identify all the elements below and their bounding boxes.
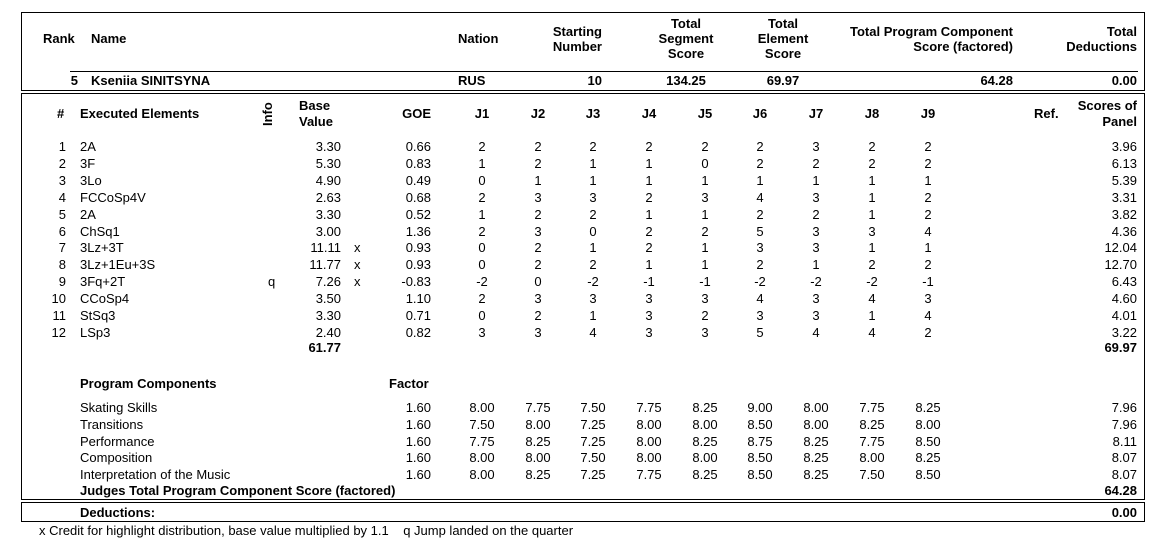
component-judge-score: 8.75 — [747, 433, 773, 449]
element-name: 2A — [80, 139, 96, 154]
element-judge-score: 0 — [478, 172, 486, 188]
component-factor: 1.60 — [405, 450, 431, 466]
element-score-label-1: Total — [767, 16, 799, 31]
component-judge-score: 8.25 — [915, 400, 941, 415]
element-judge-score: 3 — [812, 291, 820, 307]
element-judge-score: 2 — [478, 189, 486, 205]
component-name: Composition — [80, 450, 153, 466]
element-judge-score: 3 — [812, 223, 820, 239]
element-score-label-3: Score — [764, 46, 802, 61]
element-goe: 0.93 — [405, 257, 431, 273]
element-judge-score: 2 — [645, 139, 653, 154]
element-number: 9 — [58, 274, 66, 290]
element-base-value: 3.00 — [315, 223, 341, 239]
component-name: Interpretation of the Music — [80, 467, 231, 483]
element-judge-score: 1 — [701, 257, 709, 273]
element-judge-score: 3 — [868, 223, 876, 239]
element-panel-score: 3.96 — [1111, 139, 1137, 154]
element-base-value: 2.63 — [315, 189, 341, 205]
element-judge-score: 0 — [478, 308, 486, 323]
component-judge-score: 8.00 — [469, 400, 495, 415]
component-judge-score: 8.00 — [692, 416, 718, 432]
component-judge-score: 8.00 — [469, 450, 495, 466]
element-judge-score: 4 — [812, 324, 820, 340]
component-panel-score: 7.96 — [1111, 400, 1137, 415]
element-judge-score: 2 — [924, 324, 932, 340]
element-number: 3 — [58, 172, 66, 188]
element-judge-score: -2 — [810, 274, 822, 290]
element-judge-score: 3 — [924, 291, 932, 307]
element-judge-score: 4 — [924, 308, 932, 323]
element-goe: 0.71 — [405, 308, 431, 323]
element-goe: 0.66 — [405, 139, 431, 154]
base-value-header-2: Value — [299, 114, 333, 129]
element-judge-score: 4 — [868, 291, 876, 307]
component-judge-score: 7.25 — [580, 416, 606, 432]
component-judge-score: 8.00 — [803, 416, 829, 432]
element-judge-score: -1 — [699, 274, 711, 290]
element-judge-score: 2 — [756, 257, 764, 273]
element-judge-score: 2 — [701, 308, 709, 323]
component-name: Skating Skills — [80, 400, 158, 415]
element-judge-score: 3 — [645, 291, 653, 307]
skater-name: Kseniia SINITSYNA — [91, 73, 211, 88]
element-judge-score: 2 — [645, 223, 653, 239]
component-judge-score: 8.25 — [692, 400, 718, 415]
summary-underline — [70, 71, 1138, 72]
element-judge-score: 2 — [589, 206, 597, 222]
element-base-value: 2.40 — [315, 324, 341, 340]
element-judge-score: 1 — [868, 206, 876, 222]
component-judge-score: 8.25 — [525, 467, 551, 483]
component-judge-score: 7.50 — [580, 450, 606, 466]
component-factor: 1.60 — [405, 416, 431, 432]
starting-number-label-1: Starting — [552, 24, 602, 39]
element-credit-mark: x — [354, 240, 361, 256]
element-judge-score: 2 — [756, 155, 764, 171]
component-judge-score: 8.00 — [636, 433, 662, 449]
element-judge-score: 4 — [756, 189, 764, 205]
element-number: 4 — [58, 189, 66, 205]
element-judge-score: 5 — [756, 223, 764, 239]
component-judge-score: 7.25 — [580, 467, 606, 483]
element-judge-score: 2 — [534, 240, 542, 256]
element-judge-score: 3 — [812, 240, 820, 256]
element-panel-score: 4.01 — [1111, 308, 1137, 323]
skater-starting-number: 10 — [587, 73, 602, 88]
judge-header-7: J7 — [808, 106, 824, 121]
element-goe: 0.83 — [405, 155, 431, 171]
element-judge-score: 2 — [534, 308, 542, 323]
component-judge-score: 8.00 — [692, 450, 718, 466]
element-name: 2A — [80, 206, 96, 222]
element-judge-score: 2 — [868, 139, 876, 154]
element-judge-score: 1 — [812, 257, 820, 273]
component-judge-score: 7.75 — [636, 400, 662, 415]
scores-header-2: Panel — [1102, 114, 1137, 129]
element-base-value: 11.11 — [310, 240, 341, 256]
element-judge-score: 3 — [701, 324, 709, 340]
element-judge-score: -2 — [754, 274, 766, 290]
component-judge-score: 8.00 — [525, 450, 551, 466]
element-panel-score: 6.43 — [1111, 274, 1137, 290]
footnote: x Credit for highlight distribution, base value multiplied by 1.1 q Jump landed on the quarter — [39, 523, 574, 538]
element-base-value: 7.26 — [315, 274, 341, 290]
component-judge-score: 8.50 — [915, 467, 941, 483]
component-judge-score: 8.00 — [803, 400, 829, 415]
element-judge-score: 0 — [478, 257, 486, 273]
element-judge-score: 2 — [756, 139, 764, 154]
component-panel-score: 8.07 — [1111, 450, 1137, 466]
element-goe: 0.49 — [405, 172, 431, 188]
element-judge-score: 1 — [924, 172, 932, 188]
element-judge-score: 2 — [534, 155, 542, 171]
element-panel-score: 6.13 — [1111, 155, 1137, 171]
element-name: CCoSp4 — [80, 291, 130, 307]
element-judge-score: 2 — [701, 223, 709, 239]
element-goe: 1.10 — [405, 291, 431, 307]
element-judge-score: 1 — [868, 308, 876, 323]
component-factor: 1.60 — [405, 400, 431, 415]
segment-score-label-1: Total — [670, 16, 702, 31]
element-number: 1 — [58, 139, 66, 154]
element-judge-score: 0 — [534, 274, 542, 290]
element-judge-score: 1 — [589, 172, 597, 188]
element-judge-score: 3 — [534, 223, 542, 239]
elements-base-total: 61.77 — [308, 340, 341, 355]
element-name: 3Lz+3T — [80, 240, 124, 256]
pcs-total-value: 64.28 — [1104, 483, 1137, 498]
element-judge-score: 2 — [924, 206, 932, 222]
element-number: 5 — [58, 206, 66, 222]
element-panel-score: 3.31 — [1111, 189, 1137, 205]
element-panel-score: 12.04 — [1104, 240, 1137, 256]
element-judge-score: 2 — [756, 206, 764, 222]
element-judge-score: 1 — [868, 172, 876, 188]
element-judge-score: 2 — [645, 189, 653, 205]
element-number: 10 — [51, 291, 66, 307]
scores-header-1: Scores of — [1077, 98, 1137, 113]
ref-header: Ref. — [1034, 106, 1059, 121]
element-judge-score: 2 — [534, 257, 542, 273]
element-judge-score: 3 — [534, 291, 542, 307]
element-name: FCCoSp4V — [80, 189, 146, 205]
element-base-value: 3.30 — [315, 139, 341, 154]
deductions-box — [21, 502, 1145, 522]
skater-deductions: 0.00 — [1111, 73, 1137, 88]
element-number: 2 — [58, 155, 66, 171]
element-number: 12 — [51, 324, 66, 340]
component-judge-score: 8.25 — [525, 433, 551, 449]
element-goe: -0.83 — [401, 274, 431, 290]
component-judge-score: 8.25 — [859, 416, 885, 432]
element-goe: 1.36 — [405, 223, 431, 239]
pc-factor-header: Factor — [389, 376, 429, 391]
element-judge-score: 2 — [589, 257, 597, 273]
component-name: Transitions — [80, 416, 144, 432]
element-judge-score: 3 — [812, 139, 820, 154]
skater-nation: RUS — [458, 73, 486, 88]
elements-info-header: Info — [260, 102, 275, 126]
element-panel-score: 5.39 — [1111, 172, 1137, 188]
elements-num-header: # — [57, 106, 65, 121]
component-judge-score: 8.25 — [692, 467, 718, 483]
component-judge-score: 8.25 — [915, 450, 941, 466]
component-judge-score: 7.75 — [469, 433, 495, 449]
element-judge-score: 1 — [478, 155, 486, 171]
deductions-label: Deductions: — [80, 505, 156, 520]
judge-header-2: J2 — [530, 106, 546, 121]
element-judge-score: 4 — [868, 324, 876, 340]
element-goe: 0.82 — [405, 324, 431, 340]
nation-label: Nation — [458, 31, 499, 46]
element-judge-score: 1 — [701, 240, 709, 256]
element-credit-mark: x — [354, 274, 361, 290]
elements-executed-header: Executed Elements — [80, 106, 200, 121]
base-value-header-1: Base — [299, 98, 331, 113]
pcs-label-1: Total Program Component — [850, 24, 1013, 39]
element-judge-score: 2 — [868, 257, 876, 273]
component-judge-score: 8.00 — [636, 416, 662, 432]
component-judge-score: 8.00 — [636, 450, 662, 466]
element-judge-score: 3 — [589, 189, 597, 205]
element-judge-score: 1 — [924, 240, 932, 256]
pc-title: Program Components — [80, 376, 217, 391]
component-judge-score: 7.75 — [636, 467, 662, 483]
element-judge-score: 3 — [589, 291, 597, 307]
element-judge-score: 2 — [478, 223, 486, 239]
skater-rank: 5 — [70, 73, 78, 88]
element-number: 7 — [58, 240, 66, 256]
element-judge-score: -1 — [643, 274, 655, 290]
element-judge-score: 1 — [589, 308, 597, 323]
element-judge-score: -2 — [587, 274, 599, 290]
element-panel-score: 3.82 — [1111, 206, 1137, 222]
element-judge-score: 2 — [534, 139, 542, 154]
element-number: 8 — [58, 257, 66, 273]
element-info: q — [268, 274, 276, 290]
element-judge-score: 0 — [478, 240, 486, 256]
element-judge-score: 4 — [924, 223, 932, 239]
starting-number-label-2: Number — [552, 39, 602, 54]
element-base-value: 11.77 — [309, 257, 341, 273]
element-panel-score: 12.70 — [1104, 257, 1137, 273]
element-judge-score: 2 — [924, 189, 932, 205]
judge-header-3: J3 — [585, 106, 601, 121]
element-goe: 0.93 — [405, 240, 431, 256]
element-judge-score: -1 — [922, 274, 934, 290]
elements-score-total: 69.97 — [1104, 340, 1137, 355]
element-judge-score: 2 — [868, 155, 876, 171]
element-panel-score: 4.36 — [1111, 223, 1137, 239]
segment-score-label-2: Segment — [658, 31, 714, 46]
element-judge-score: 1 — [645, 155, 653, 171]
component-name: Performance — [80, 433, 155, 449]
component-judge-score: 7.75 — [859, 400, 885, 415]
element-judge-score: 1 — [645, 172, 653, 188]
component-factor: 1.60 — [405, 467, 431, 483]
element-judge-score: 1 — [589, 155, 597, 171]
element-judge-score: 1 — [645, 257, 653, 273]
component-judge-score: 8.25 — [803, 450, 829, 466]
element-judge-score: 2 — [701, 139, 709, 154]
element-judge-score: 1 — [868, 189, 876, 205]
element-judge-score: 4 — [589, 324, 597, 340]
element-judge-score: 3 — [812, 308, 820, 323]
judge-header-9: J9 — [920, 106, 936, 121]
component-panel-score: 8.11 — [1112, 433, 1137, 449]
element-judge-score: 2 — [534, 206, 542, 222]
component-judge-score: 7.75 — [859, 433, 885, 449]
pcs-total-label: Judges Total Program Component Score (factored) — [80, 483, 396, 498]
element-judge-score: 1 — [812, 172, 820, 188]
element-name: StSq3 — [80, 308, 116, 323]
element-number: 6 — [58, 223, 66, 239]
pcs-label-2: Score (factored) — [913, 39, 1013, 54]
element-name: 3Lo — [80, 172, 102, 188]
component-judge-score: 8.50 — [747, 467, 773, 483]
element-judge-score: 3 — [756, 240, 764, 256]
element-judge-score: 3 — [701, 291, 709, 307]
element-judge-score: 3 — [756, 308, 764, 323]
component-judge-score: 7.50 — [859, 467, 885, 483]
component-judge-score: 8.50 — [747, 416, 773, 432]
judge-header-5: J5 — [697, 106, 713, 121]
element-goe: 0.68 — [405, 189, 431, 205]
deductions-label-1: Total — [1106, 24, 1137, 39]
element-goe: 0.52 — [405, 206, 431, 222]
component-judge-score: 8.00 — [915, 416, 941, 432]
element-judge-score: 2 — [924, 155, 932, 171]
element-judge-score: 2 — [924, 139, 932, 154]
element-judge-score: 1 — [478, 206, 486, 222]
element-judge-score: 2 — [478, 291, 486, 307]
element-judge-score: 2 — [478, 139, 486, 154]
element-panel-score: 3.22 — [1111, 324, 1137, 340]
element-base-value: 3.50 — [315, 291, 341, 307]
element-name: 3Lz+1Eu+3S — [80, 257, 156, 273]
element-judge-score: 2 — [589, 139, 597, 154]
component-judge-score: 8.25 — [692, 433, 718, 449]
element-judge-score: 1 — [756, 172, 764, 188]
element-panel-score: 4.60 — [1111, 291, 1137, 307]
judge-header-4: J4 — [641, 106, 657, 121]
element-base-value: 3.30 — [315, 308, 341, 323]
element-credit-mark: x — [354, 257, 361, 273]
element-judge-score: 3 — [645, 308, 653, 323]
element-base-value: 4.90 — [315, 172, 341, 188]
component-factor: 1.60 — [405, 433, 431, 449]
deductions-label-2: Deductions — [1066, 39, 1137, 54]
element-judge-score: 3 — [701, 189, 709, 205]
skater-pcs: 64.28 — [980, 73, 1013, 88]
element-score-label-2: Element — [757, 31, 809, 46]
goe-header: GOE — [402, 106, 431, 121]
element-judge-score: 2 — [812, 155, 820, 171]
element-judge-score: 2 — [812, 206, 820, 222]
name-label: Name — [91, 31, 127, 46]
component-panel-score: 8.07 — [1111, 467, 1137, 483]
element-judge-score: 3 — [534, 189, 542, 205]
element-judge-score: 3 — [534, 324, 542, 340]
component-panel-score: 7.96 — [1111, 416, 1137, 432]
judge-header-8: J8 — [864, 106, 880, 121]
element-judge-score: 3 — [812, 189, 820, 205]
element-judge-score: 2 — [924, 257, 932, 273]
element-judge-score: 1 — [589, 240, 597, 256]
component-judge-score: 8.50 — [915, 433, 941, 449]
skater-segment-score: 134.25 — [666, 73, 706, 88]
element-judge-score: 5 — [756, 324, 764, 340]
element-judge-score: 4 — [756, 291, 764, 307]
component-judge-score: 8.00 — [469, 467, 495, 483]
judge-header-6: J6 — [752, 106, 768, 121]
component-judge-score: 8.50 — [747, 450, 773, 466]
component-judge-score: 7.50 — [580, 400, 606, 415]
component-judge-score: 9.00 — [747, 400, 773, 415]
component-judge-score: 8.25 — [803, 467, 829, 483]
element-judge-score: 1 — [701, 206, 709, 222]
element-judge-score: 3 — [478, 324, 486, 340]
element-judge-score: 3 — [645, 324, 653, 340]
element-judge-score: 1 — [645, 206, 653, 222]
element-judge-score: 1 — [701, 172, 709, 188]
element-judge-score: -2 — [476, 274, 488, 290]
element-name: LSp3 — [80, 324, 111, 340]
rank-label: Rank — [43, 31, 75, 46]
element-base-value: 5.30 — [315, 155, 341, 171]
element-judge-score: 1 — [534, 172, 542, 188]
element-base-value: 3.30 — [315, 206, 341, 222]
element-judge-score: 0 — [589, 223, 597, 239]
deductions-value: 0.00 — [1111, 505, 1137, 520]
skater-element-score: 69.97 — [766, 73, 800, 88]
component-judge-score: 7.25 — [580, 433, 606, 449]
component-judge-score: 8.00 — [525, 416, 551, 432]
judge-header-1: J1 — [474, 106, 490, 121]
component-judge-score: 7.50 — [469, 416, 495, 432]
component-judge-score: 8.25 — [803, 433, 829, 449]
component-judge-score: 7.75 — [525, 400, 551, 415]
element-judge-score: -2 — [866, 274, 878, 290]
element-judge-score: 0 — [701, 155, 709, 171]
element-name: 3F — [80, 155, 96, 171]
segment-score-label-3: Score — [667, 46, 705, 61]
element-name: 3Fq+2T — [80, 274, 126, 290]
element-judge-score: 1 — [868, 240, 876, 256]
element-number: 11 — [52, 308, 66, 323]
element-judge-score: 2 — [645, 240, 653, 256]
element-name: ChSq1 — [80, 223, 120, 239]
component-judge-score: 8.00 — [859, 450, 885, 466]
